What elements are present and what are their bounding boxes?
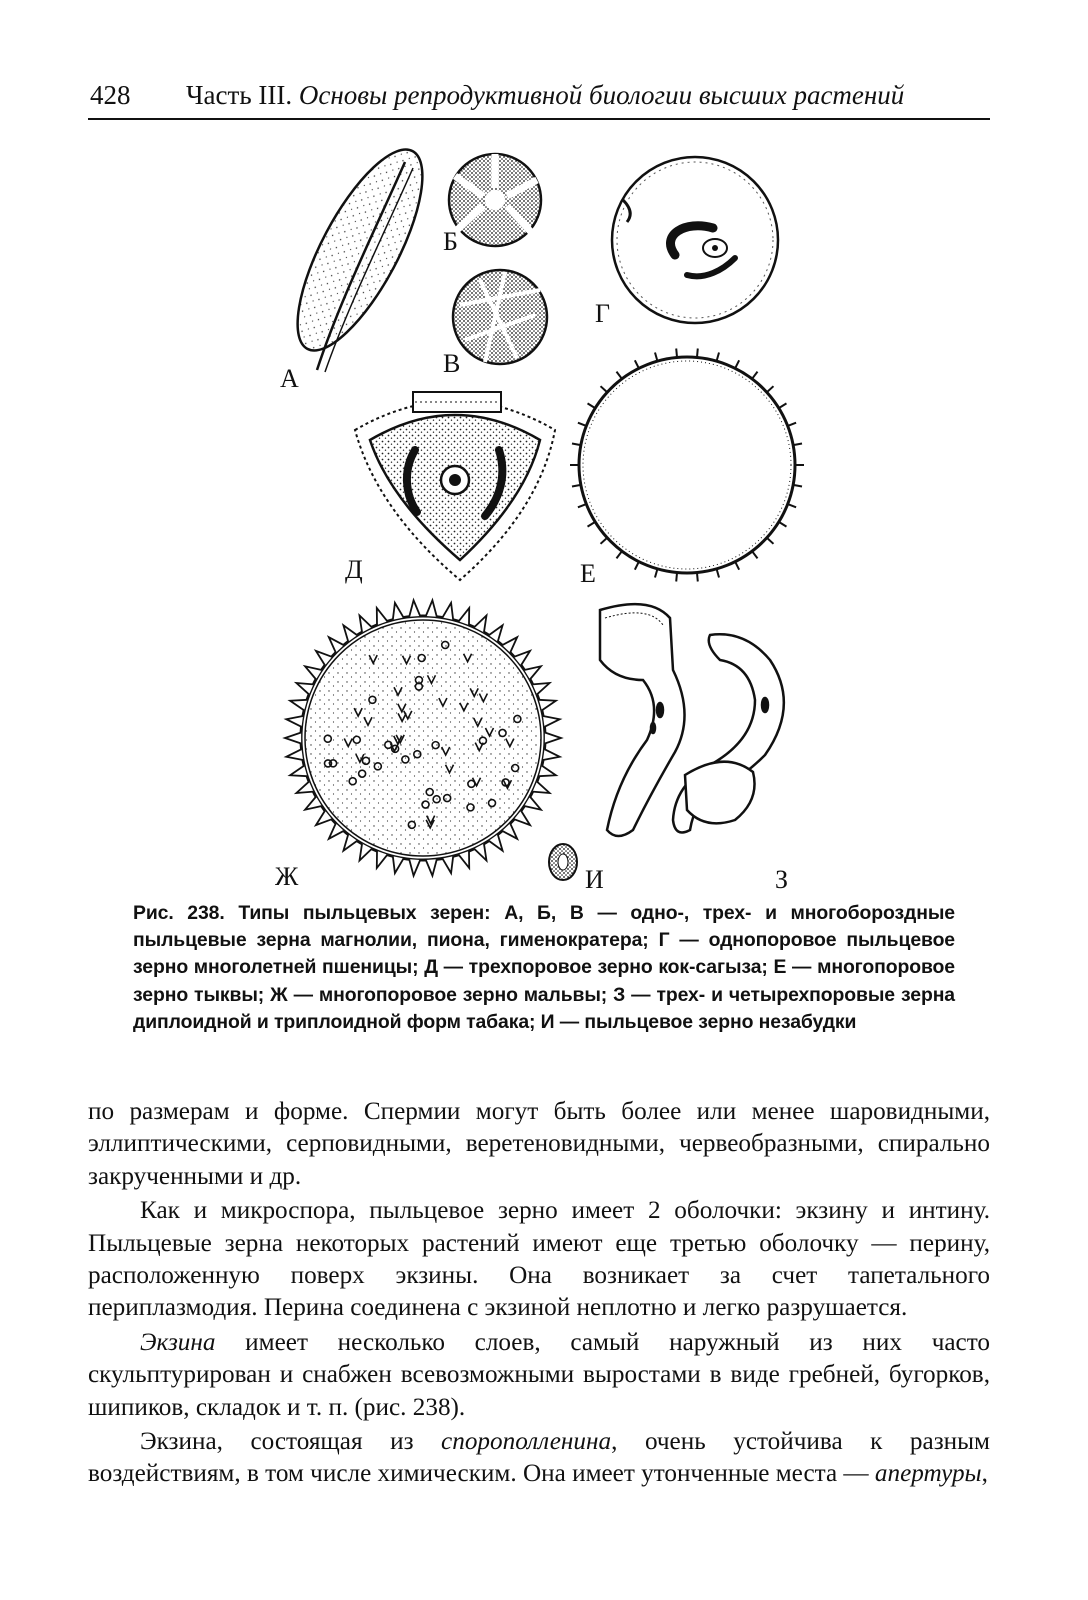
running-head [186,80,904,111]
paragraph-4 [88,1426,990,1491]
paragraph-4-mid: , очень устойчива к разным воздействиям, в том числе химическим. Она имеет утонченные места — [88,1428,990,1488]
label-g: Г [595,299,611,328]
grain-e-pumpkin [570,348,804,581]
label-zh: Ж [275,862,299,891]
caption-label: Рис. 238. [133,902,225,924]
grain-g-wheat [612,157,778,323]
grain-v-hymenocrater [453,270,547,364]
grain-zh-mallow [285,600,561,875]
paragraph-3 [88,1327,990,1424]
pollen-grains-figure [255,140,815,900]
page-number: 428 [90,80,131,110]
page-header [88,78,990,120]
grain-i-forget-me-not [549,844,577,880]
paragraph-2: Как и микроспора, пыльцевое зерно имеет 2 оболочки: экзину и интину. Пыльцевые зерна некоторых растений имеют еще третью оболочку — перину, расположенную поверх экзины. Она возникает за счет тапетального периплазмодия. Перина соединена с экзиной неплотно и легко разрушается. [88,1197,990,1322]
label-z: З [775,865,789,894]
paragraph-1: по размерам и форме. Спермии могут быть более или менее шаровидными, эллиптическими, серповидными, веретеновидными, червеобразными, спирально закрученными и др. [88,1098,990,1190]
paragraph-4-start: Экзина, состоящая из [140,1428,442,1456]
label-b: Б [443,227,458,256]
term-sporopollenin: спорополленина [441,1428,612,1456]
grain-a-magnolia [274,140,446,372]
body-text [88,1096,990,1493]
grain-z-tobacco [600,604,784,836]
book-title: Основы репродуктивной биологии высших растений [298,80,905,110]
label-a: А [280,364,299,393]
part-label: Часть III. [186,80,293,110]
paragraph-4-end: , [981,1460,988,1488]
label-i: И [585,865,604,894]
grain-d-kok-saghyz [355,392,555,580]
label-e: Е [580,559,596,588]
caption-text: Типы пыльцевых зерен: А, Б, В — одно-, трех- и многобороздные пыльцевые зерна магнолии, пиона, гименократера; Г — однопоровое пыльцевое зерно многолетней пшеницы; Д — трехпоровое зерно кок-сагыза; Е — многопоровое зерно тыквы; Ж — многопоровое зерно мальвы; З — трех- и четырехпоровые зерна диплоидной и триплоидной форм табака; И — пыльцевое зерно незабудки [133,902,955,1033]
figure-caption [133,900,955,1036]
paragraph-3-text: имеет несколько слоев, самый наружный из них часто скульптурирован и снабжен всевозможными выростами в виде гребней, бугорков, шипиков, складок и т. п. (рис. 238). [88,1328,990,1421]
label-v: В [443,349,461,378]
grain-b-peony [449,154,541,246]
term-apertures: апертуры [874,1460,982,1488]
term-exine: Экзина [140,1328,216,1356]
label-d: Д [345,555,363,584]
